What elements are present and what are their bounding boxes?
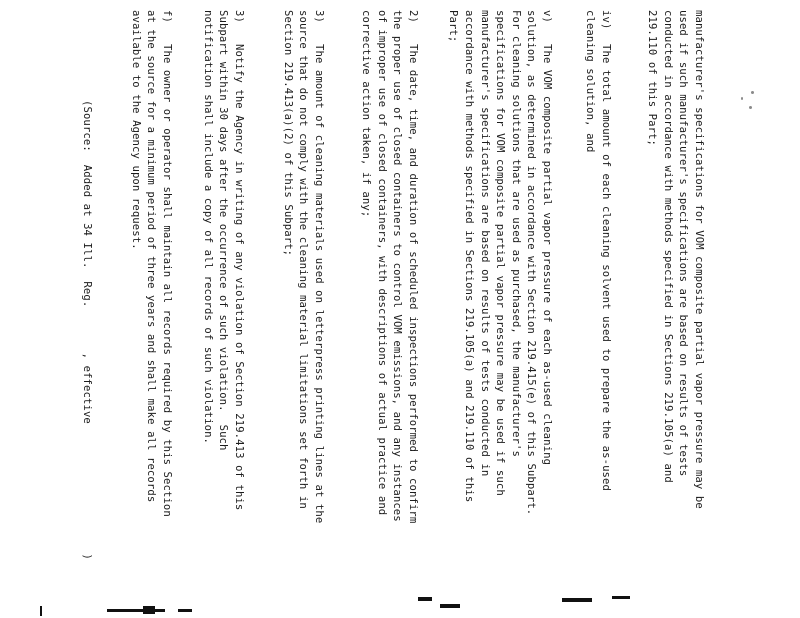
text-line	[538, 10, 554, 515]
scan-mark	[40, 606, 42, 616]
scan-speck	[749, 106, 752, 109]
text-line: corrective action taken, if any;	[360, 10, 373, 218]
text-line: 219.110 of this Part;	[646, 10, 659, 147]
paragraph-continuation	[644, 10, 706, 509]
text-fragment: The VOM composite partial vapor pressure of each as-used cleaning	[541, 44, 553, 466]
paragraph-item-v	[445, 10, 554, 515]
item-marker: 3)	[233, 10, 245, 23]
paragraph-item-3-notify	[199, 10, 246, 510]
scan-mark	[440, 604, 460, 608]
item-marker: v)	[541, 10, 553, 23]
text-line: of improper use of closed containers, with descriptions of actual practice and	[375, 10, 388, 516]
text-line	[158, 10, 174, 517]
text-fragment: The amount of cleaning materials used on letterpress printing lines at the	[313, 44, 325, 524]
item-marker: f)	[161, 10, 173, 23]
paragraph-item-iv	[582, 10, 613, 491]
source-note	[78, 100, 94, 560]
scan-speck	[741, 97, 743, 100]
text-line: solution, as determined in accordance with Section 219.415(e) of this Subpart.	[525, 10, 538, 516]
text-line	[597, 10, 613, 491]
text-fragment: The total amount of each cleaning solvent used to prepare the as-used	[600, 44, 612, 491]
document-page	[66, 10, 706, 600]
scan-mark	[107, 609, 165, 612]
text-line	[230, 10, 246, 510]
text-line: manufacturer's specifications for VOM composite partial vapor pressure may be	[693, 10, 705, 509]
scan-mark	[178, 609, 192, 612]
text-line: accordance with methods specified in Sections 219.105(a) and 219.110 of this	[463, 10, 476, 503]
item-marker: 3)	[313, 10, 325, 23]
text-line: used if such manufacturer's specifications are based on results of tests	[677, 10, 690, 477]
text-line: Part;	[447, 10, 460, 43]
text-fragment: The owner or operator shall maintain all records required by this Section	[161, 44, 173, 517]
text-line: cleaning solution, and	[584, 10, 597, 153]
text-line: at the source for a minimum period of three years and shall make all records	[145, 10, 158, 503]
scan-mark	[143, 606, 155, 614]
item-marker: iv)	[600, 10, 612, 30]
paragraph-item-3	[279, 10, 326, 523]
text-line: conducted in accordance with methods specified in Sections 219.105(a) and	[661, 10, 674, 483]
text-line	[310, 10, 326, 523]
text-line	[404, 10, 420, 523]
text-fragment: Notify the Agency in writing of any violation of Section 219.413 of this	[233, 44, 245, 511]
text-line: Subpart within 30 days after the occurrence of such violation. Such	[217, 10, 230, 451]
text-line: available to the Agency upon request.	[129, 10, 142, 250]
paragraph-item-2	[358, 10, 420, 523]
text-fragment: The date, time, and duration of scheduled inspections performed to confirm	[407, 44, 419, 524]
text-line: notification shall include a copy of all records of such violation.	[201, 10, 214, 445]
text-line: source that do not comply with the cleaning material limitations set forth in	[297, 10, 310, 509]
text-line: Section 219.413(a)(2) of this Subpart;	[281, 10, 294, 257]
text-line: specifications for VOM composite partial vapor pressure may be used if such	[494, 10, 507, 496]
text-line: For cleaning solutions that are used as purchased, the manufacturer's	[509, 10, 522, 457]
paragraph-item-f	[127, 10, 174, 517]
text-line: manufacturer's specifications are based on results of tests conducted in	[478, 10, 491, 477]
item-marker: 2)	[407, 10, 419, 23]
scan-speck	[751, 91, 754, 94]
text-line: (Source: Added at 34 Ill. Reg. , effective )	[81, 100, 93, 560]
text-line: the proper use of closed containers to control VOM emissions, and any instances	[391, 10, 404, 522]
